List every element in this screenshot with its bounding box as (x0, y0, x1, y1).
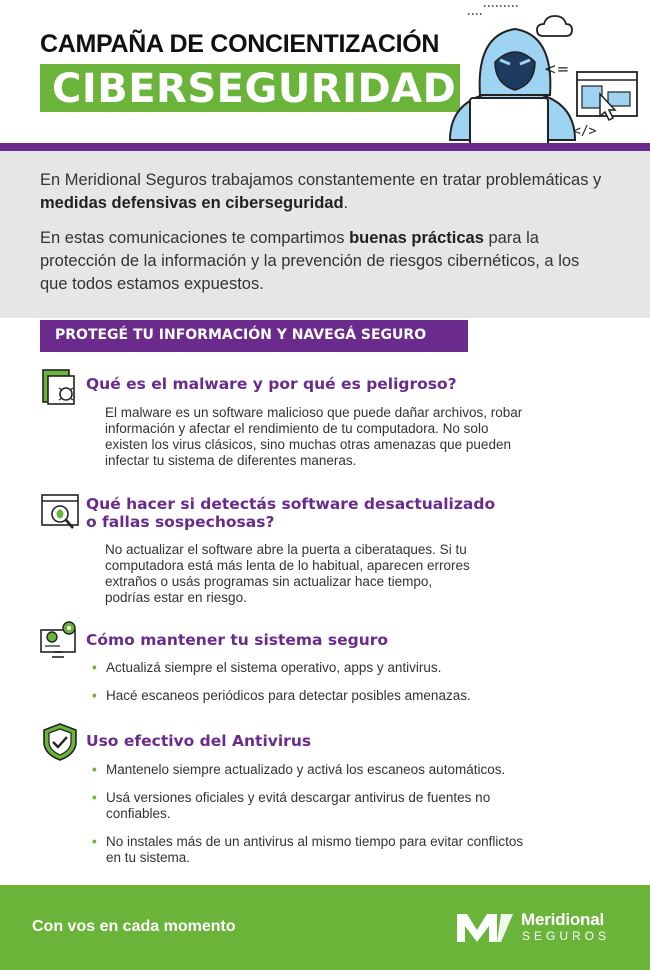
section-title: PROTEGÉ TU INFORMACIÓN Y NAVEGÁ SEGURO (55, 327, 427, 343)
intro-panel (0, 151, 650, 318)
bullet-item: • Usá versiones oficiales y evitá descargar antivirus de fuentes no confiables. (92, 790, 491, 821)
bullet-item: • Actualizá siempre el sistema operativo, apps y antivirus. (92, 660, 442, 675)
svg-text:<=: <= (544, 60, 570, 78)
brand-name: Meridional (521, 910, 605, 929)
intro-paragraph-2: En estas comunicaciones te compartimos buenas prácticas para la protección de la información y la prevención de riesgos cibernéticos, a los que todos estamos expuestos. (40, 229, 580, 293)
bug-search-icon (40, 492, 80, 532)
topic-title-system-secure: Cómo mantener tu sistema seguro (86, 631, 389, 649)
topic-title-outdated-software: Qué hacer si detectás software desactualizado o fallas sospechosas? (86, 495, 496, 531)
svg-text:</>: </> (573, 124, 597, 139)
dotted-lines-icon (468, 6, 520, 14)
intro-paragraph-1: En Meridional Seguros trabajamos constantemente en tratar problemáticas y medidas defensivas en ciberseguridad. (40, 171, 602, 212)
shield-check-icon (40, 722, 80, 762)
campaign-title: CAMPAÑA DE CONCIENTIZACIÓN (40, 30, 440, 58)
bullet-item: • Mantenelo siempre actualizado y activá los escaneos automáticos. (92, 762, 506, 777)
meridional-logo-icon (455, 910, 515, 944)
header (0, 0, 650, 148)
browser-window-icon (577, 72, 637, 120)
topic-body-malware: El malware es un software malicioso que puede dañar archivos, robar información y afectar el rendimiento de tu computadora. No solo existen los virus clásicos, sino muchas otras amenazas que pueden infectar tu sistema de diferentes maneras. (105, 405, 523, 468)
cloud-icon (537, 16, 572, 36)
bullet-item: • Hacé escaneos periódicos para detectar posibles amenazas. (92, 688, 471, 703)
topic-title-antivirus: Uso efectivo del Antivirus (86, 732, 312, 750)
monitor-gears-icon (40, 620, 80, 660)
footer-tagline: Con vos en cada momento (32, 918, 236, 935)
bullet-item: • No instales más de un antivirus al mismo tiempo para evitar conflictos en tu sistema. (92, 834, 524, 865)
header-divider (0, 143, 650, 151)
topic-body-outdated-software: No actualizar el software abre la puerta a ciberataques. Si tu computadora está más lenta de lo habitual, aparecen errores extraños o usás programas sin actualizar hace tiempo, podrías estar en riesgo. (105, 542, 470, 605)
topic-title-malware: Qué es el malware y por qué es peligroso? (86, 375, 457, 393)
malware-folder-icon (40, 366, 80, 406)
topic-title: CIBERSEGURIDAD (52, 66, 457, 112)
laptop-icon (470, 98, 548, 146)
hacker-laptop-illustration (440, 0, 650, 148)
brand-subtitle: SEGUROS (522, 929, 611, 943)
